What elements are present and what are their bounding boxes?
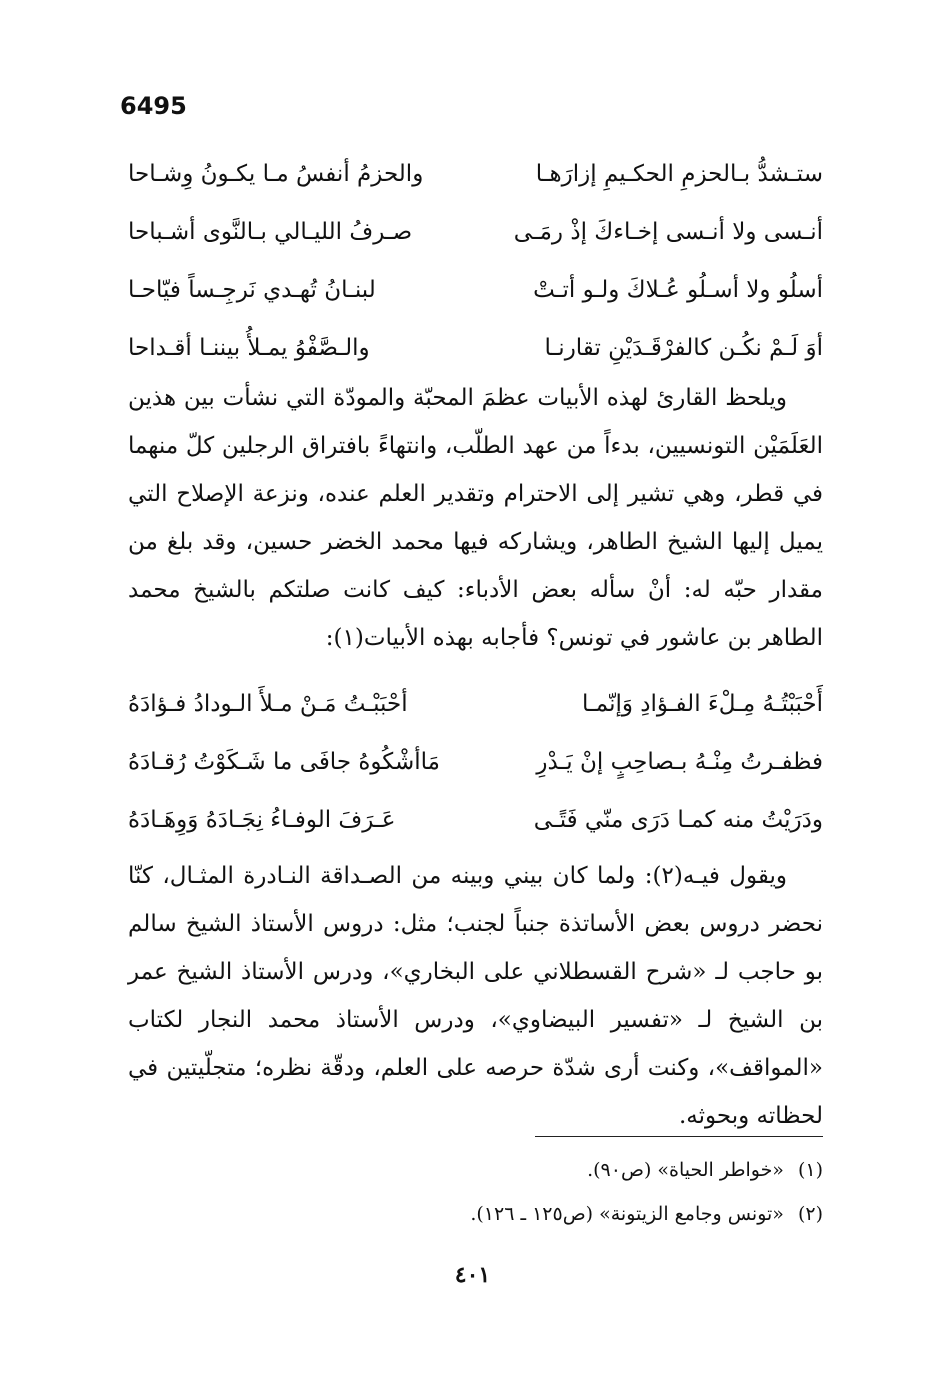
verse-line [128, 800, 823, 858]
verse-first-hemistich: ستـشدُّ بـالحزمِ الحكـيمِ إزارَهـا [535, 161, 823, 187]
verse-first-hemistich: أنـسى ولا أنـسى إخـاءكَ إذْ رمَـى [513, 219, 823, 245]
page-code: 6495 [120, 92, 187, 120]
footnote-number: (١) [797, 1159, 823, 1181]
poem-block-1 [128, 154, 823, 386]
verse-second-hemistich: والـصَّفْوُ يمـلأُ بيننـا أقـداحا [128, 335, 370, 361]
footnote-text: «خواطر الحياة» (ص٩٠). [587, 1159, 784, 1181]
footnote-item [300, 1192, 823, 1236]
verse-line [128, 684, 823, 742]
paragraph-text: ويقول فيـه(٢): ولما كان بيني وبينه من الصـداقة النـادرة المثـال، كنّا نحضر دروس بعض الأساتذة جنباً لجنب؛ مثل: دروس الأستاذ الشيخ سالم بو حاجب لـ «شرح القسطلاني على البخاري»، ودرس الأستاذ الشيخ عمر بن الشيخ لـ «تفسير البيضاوي»، ودرس الأستاذ محمد النجار لكتاب «المواقف»، وكنت أرى شدّة حرصه على العلم، ودقّة نظره؛ متجلّيتين في لحظاته وبحوثه. [128, 863, 823, 1129]
verse-first-hemistich: ودَرَيْتُ منه كمـا دَرَى منّي فَتًـى [533, 807, 823, 833]
verse-second-hemistich: عَـرَفَ الوفـاءُ نِجَـادَهُ وَوِهَـادَهُ [128, 807, 396, 833]
poem-block-2 [128, 684, 823, 858]
footnotes [300, 1148, 823, 1236]
verse-second-hemistich: أحْبَبْـتُ مَـنْ مـلأَ الـودادُ فـؤادَهُ [128, 691, 408, 717]
verse-line [128, 212, 823, 270]
body-paragraph-2 [128, 852, 823, 1140]
verse-second-hemistich: صـرفُ الليـالي بـالنَّوى أشـباحا [128, 219, 413, 245]
verse-line [128, 742, 823, 800]
verse-second-hemistich: لبنـانُ تُهـدي نَرجِـساً فيّاحـا [128, 277, 376, 303]
footnote-text: «تونس وجامع الزيتونة» (ص١٢٥ ـ ١٢٦). [470, 1203, 784, 1225]
footnote-number: (٢) [797, 1203, 823, 1225]
verse-second-hemistich: والحزمُ أنفسُ مـا يكـونُ وِشـاحا [128, 161, 424, 187]
verse-line [128, 270, 823, 328]
page-number: ٤٠١ [454, 1262, 491, 1288]
verse-first-hemistich: أوَ لَـمْ نكُـن كالفرْقَـدَيْنِ تقارنـا [544, 335, 823, 361]
verse-first-hemistich: أسلُو ولا أسـلُو عُـلاكَ ولـو أتـتْ [533, 277, 823, 303]
body-paragraph-1 [128, 374, 823, 662]
verse-first-hemistich: أَحْبَبْتُـهُ مِـلْءَ الفـؤادِ وَإنّمـا [582, 691, 823, 717]
paragraph-text: ويلحظ القارئ لهذه الأبيات عظمَ المحبّة والمودّة التي نشأت بين هذين العَلَمَيْن التونسيين، بدءاً من عهد الطلّب، وانتهاءً بافتراق الرجلين كلّ منهما في قطر، وهي تشير إلى الاحترام وتقدير العلم عنده، ونزعة الإصلاح التي يميل إليها الشيخ الطاهر، ويشاركه فيها محمد الخضر حسين، وقد بلغ من مقدار حبّه له: أنْ سأله بعض الأدباء: كيف كانت صلتكم بالشيخ محمد الطاهر بن عاشور في تونس؟ فأجابه بهذه الأبيات(١): [128, 385, 824, 651]
footnote-divider [535, 1136, 823, 1137]
verse-line [128, 154, 823, 212]
verse-first-hemistich: فظفـرتُ مِنْـهُ بـصاحِبٍ إنْ يَـدْرِ [536, 749, 823, 775]
verse-second-hemistich: مَاأشْكُوهُ جافَى ما شَـكَوْتُ رُقـادَهُ [128, 749, 440, 775]
footnote-item [300, 1148, 823, 1192]
